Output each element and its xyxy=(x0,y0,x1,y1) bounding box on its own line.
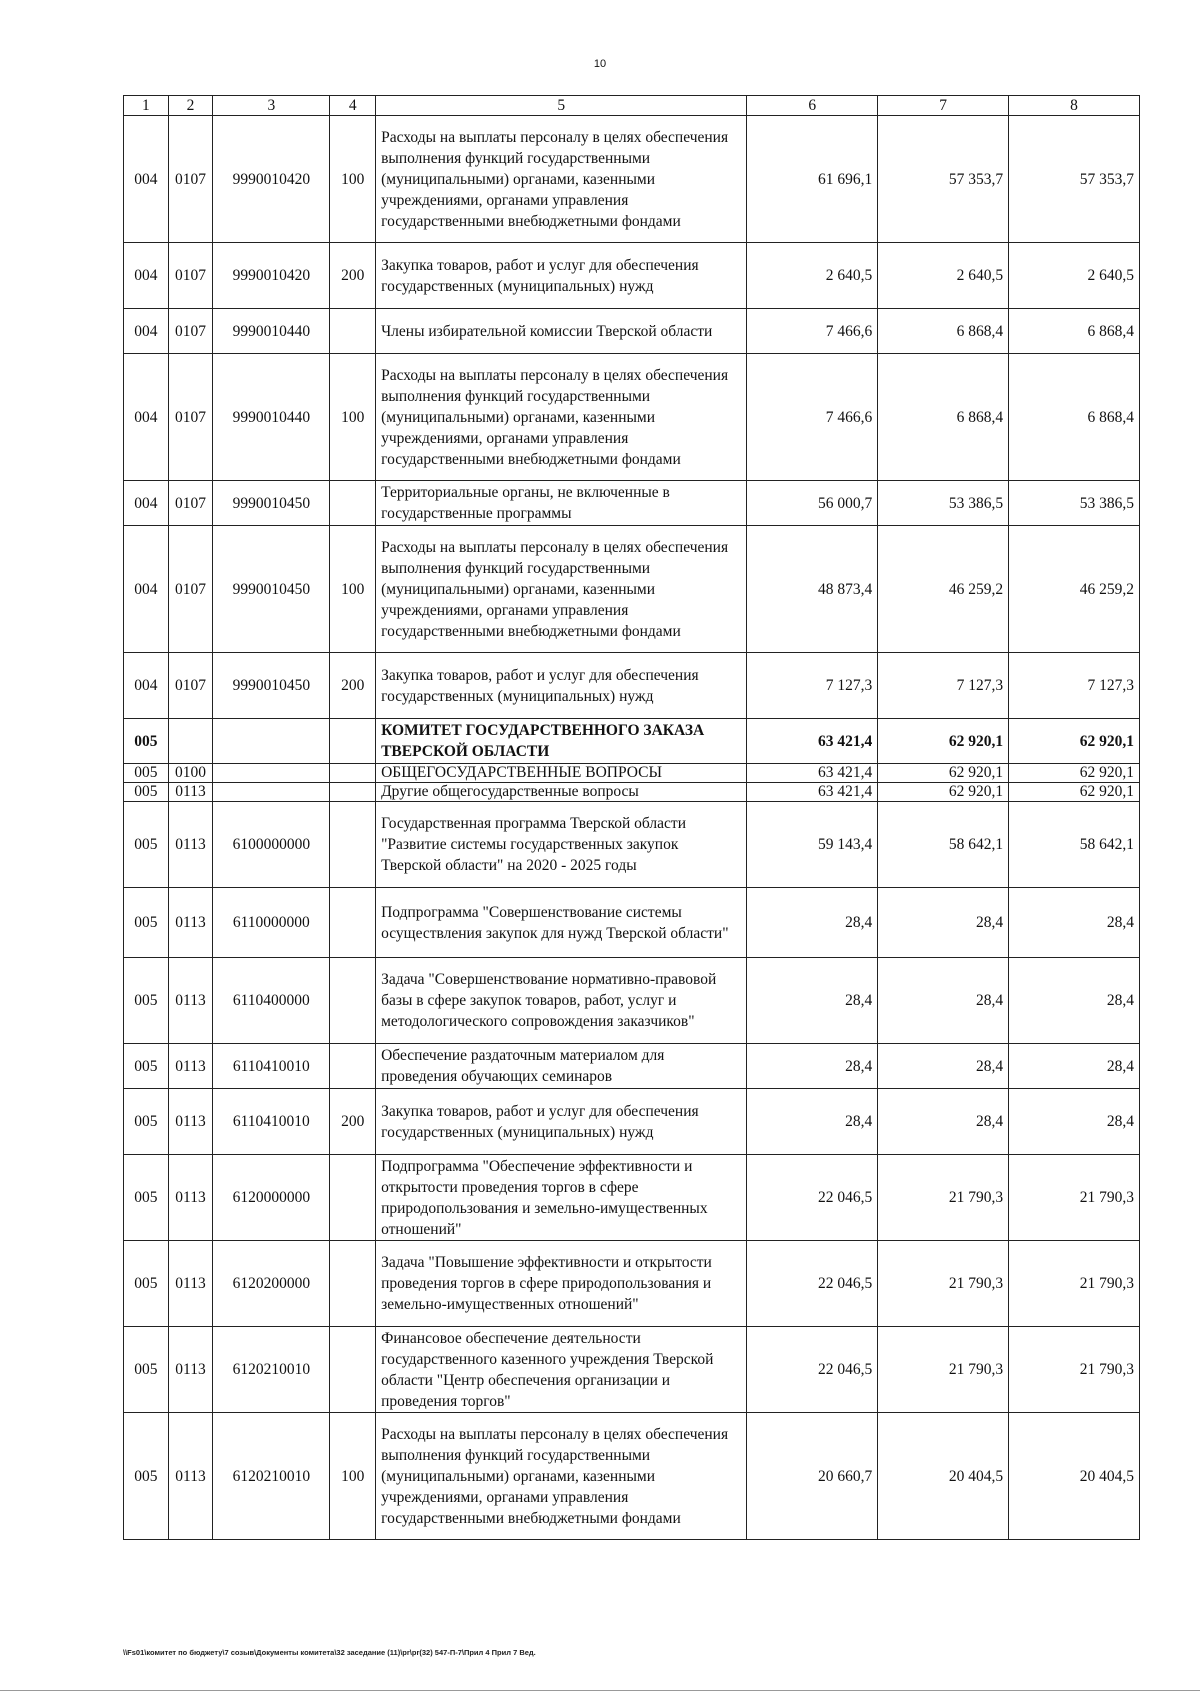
table-row xyxy=(124,1241,1140,1327)
cell-value-8: 53 386,5 xyxy=(1009,481,1140,526)
cell-target: 6120200000 xyxy=(213,1241,330,1327)
cell-value-7: 28,4 xyxy=(878,1089,1009,1155)
cell-description: Задача "Совершенствование нормативно-правовой базы в сфере закупок товаров, работ, услуг и методологического сопровождения заказчиков" xyxy=(376,958,747,1044)
budget-table xyxy=(123,95,1140,1540)
cell-value-7: 6 868,4 xyxy=(878,354,1009,481)
cell-value-8: 6 868,4 xyxy=(1009,354,1140,481)
cell-section: 0107 xyxy=(168,243,213,309)
footer-file-path: \\Fs01\комитет по бюджету\7 созыв\Документы комитета\32 заседание (11)\pr\pr(32) 547-П-7\Прил 4 Прил 7 Вед. xyxy=(123,1648,536,1657)
cell-value-8: 28,4 xyxy=(1009,958,1140,1044)
cell-section: 0113 xyxy=(168,958,213,1044)
col-header-6: 6 xyxy=(747,96,878,116)
cell-value-8: 62 920,1 xyxy=(1009,764,1140,783)
cell-expense-type: 200 xyxy=(330,653,376,719)
cell-section: 0113 xyxy=(168,888,213,958)
cell-value-6: 7 127,3 xyxy=(747,653,878,719)
cell-value-7: 62 920,1 xyxy=(878,719,1009,764)
cell-target: 9990010440 xyxy=(213,309,330,354)
cell-description: Территориальные органы, не включенные в государственные программы xyxy=(376,481,747,526)
cell-value-6: 63 421,4 xyxy=(747,764,878,783)
cell-expense-type xyxy=(330,1044,376,1089)
col-header-8: 8 xyxy=(1009,96,1140,116)
cell-expense-type xyxy=(330,719,376,764)
cell-ministry: 004 xyxy=(124,653,169,719)
cell-ministry: 005 xyxy=(124,1413,169,1540)
table-row xyxy=(124,783,1140,802)
cell-expense-type xyxy=(330,1327,376,1413)
cell-value-7: 21 790,3 xyxy=(878,1327,1009,1413)
table-row xyxy=(124,958,1140,1044)
cell-expense-type xyxy=(330,802,376,888)
cell-target: 9990010450 xyxy=(213,653,330,719)
cell-section: 0107 xyxy=(168,653,213,719)
cell-value-8: 2 640,5 xyxy=(1009,243,1140,309)
cell-ministry: 005 xyxy=(124,783,169,802)
cell-expense-type xyxy=(330,958,376,1044)
cell-ministry: 004 xyxy=(124,243,169,309)
table-row xyxy=(124,1155,1140,1241)
cell-ministry: 005 xyxy=(124,1155,169,1241)
cell-ministry: 004 xyxy=(124,526,169,653)
cell-expense-type: 100 xyxy=(330,1413,376,1540)
cell-value-8: 21 790,3 xyxy=(1009,1241,1140,1327)
cell-section: 0107 xyxy=(168,481,213,526)
col-header-7: 7 xyxy=(878,96,1009,116)
cell-ministry: 005 xyxy=(124,958,169,1044)
cell-value-6: 2 640,5 xyxy=(747,243,878,309)
cell-ministry: 005 xyxy=(124,719,169,764)
cell-description: Члены избирательной комиссии Тверской области xyxy=(376,309,747,354)
cell-description: Расходы на выплаты персоналу в целях обеспечения выполнения функций государственными (муниципальными) органами, казенными учреждениями, органами управления государственными внебюджетными фондами xyxy=(376,1413,747,1540)
table-row xyxy=(124,888,1140,958)
cell-value-8: 7 127,3 xyxy=(1009,653,1140,719)
cell-value-7: 53 386,5 xyxy=(878,481,1009,526)
cell-value-8: 57 353,7 xyxy=(1009,116,1140,243)
table-row xyxy=(124,719,1140,764)
cell-target: 9990010420 xyxy=(213,116,330,243)
cell-value-6: 22 046,5 xyxy=(747,1327,878,1413)
cell-description: Государственная программа Тверской области "Развитие системы государственных закупок Тверской области" на 2020 - 2025 годы xyxy=(376,802,747,888)
cell-value-8: 21 790,3 xyxy=(1009,1155,1140,1241)
cell-section: 0113 xyxy=(168,1155,213,1241)
cell-description: Задача "Повышение эффективности и открытости проведения торгов в сфере природопользования и земельно-имущественных отношений" xyxy=(376,1241,747,1327)
cell-ministry: 005 xyxy=(124,1044,169,1089)
cell-value-6: 28,4 xyxy=(747,958,878,1044)
cell-value-6: 63 421,4 xyxy=(747,783,878,802)
cell-value-7: 28,4 xyxy=(878,958,1009,1044)
cell-description: ОБЩЕГОСУДАРСТВЕННЫЕ ВОПРОСЫ xyxy=(376,764,747,783)
cell-target: 6100000000 xyxy=(213,802,330,888)
cell-value-8: 28,4 xyxy=(1009,1044,1140,1089)
cell-value-8: 28,4 xyxy=(1009,1089,1140,1155)
cell-section: 0113 xyxy=(168,783,213,802)
cell-ministry: 004 xyxy=(124,354,169,481)
cell-expense-type: 200 xyxy=(330,1089,376,1155)
cell-value-7: 2 640,5 xyxy=(878,243,1009,309)
cell-value-7: 21 790,3 xyxy=(878,1241,1009,1327)
cell-expense-type: 100 xyxy=(330,354,376,481)
cell-target xyxy=(213,764,330,783)
cell-value-7: 46 259,2 xyxy=(878,526,1009,653)
cell-value-7: 28,4 xyxy=(878,1044,1009,1089)
cell-target: 6110400000 xyxy=(213,958,330,1044)
cell-section: 0100 xyxy=(168,764,213,783)
cell-section: 0107 xyxy=(168,354,213,481)
cell-section: 0113 xyxy=(168,1044,213,1089)
cell-section: 0113 xyxy=(168,1241,213,1327)
table-row xyxy=(124,764,1140,783)
cell-value-6: 28,4 xyxy=(747,888,878,958)
table-row xyxy=(124,309,1140,354)
cell-target: 6110410010 xyxy=(213,1044,330,1089)
cell-ministry: 005 xyxy=(124,888,169,958)
cell-value-8: 58 642,1 xyxy=(1009,802,1140,888)
table-row xyxy=(124,481,1140,526)
cell-target: 6110000000 xyxy=(213,888,330,958)
cell-section: 0113 xyxy=(168,1327,213,1413)
cell-value-6: 48 873,4 xyxy=(747,526,878,653)
cell-value-6: 20 660,7 xyxy=(747,1413,878,1540)
cell-expense-type xyxy=(330,309,376,354)
col-header-4: 4 xyxy=(330,96,376,116)
cell-value-7: 58 642,1 xyxy=(878,802,1009,888)
col-header-5: 5 xyxy=(376,96,747,116)
col-header-1: 1 xyxy=(124,96,169,116)
cell-value-6: 59 143,4 xyxy=(747,802,878,888)
cell-section: 0107 xyxy=(168,116,213,243)
cell-value-6: 56 000,7 xyxy=(747,481,878,526)
cell-ministry: 004 xyxy=(124,309,169,354)
cell-ministry: 004 xyxy=(124,116,169,243)
cell-description: Расходы на выплаты персоналу в целях обеспечения выполнения функций государственными (муниципальными) органами, казенными учреждениями, органами управления государственными внебюджетными фондами xyxy=(376,116,747,243)
cell-target: 6120210010 xyxy=(213,1327,330,1413)
cell-target: 6120000000 xyxy=(213,1155,330,1241)
cell-expense-type xyxy=(330,764,376,783)
cell-expense-type: 100 xyxy=(330,116,376,243)
cell-value-8: 6 868,4 xyxy=(1009,309,1140,354)
table-row xyxy=(124,1089,1140,1155)
cell-target: 6110410010 xyxy=(213,1089,330,1155)
cell-value-6: 28,4 xyxy=(747,1089,878,1155)
cell-value-7: 62 920,1 xyxy=(878,764,1009,783)
cell-ministry: 005 xyxy=(124,1089,169,1155)
cell-expense-type xyxy=(330,888,376,958)
cell-value-7: 28,4 xyxy=(878,888,1009,958)
cell-expense-type xyxy=(330,1155,376,1241)
cell-description: Финансовое обеспечение деятельности государственного казенного учреждения Тверской области "Центр обеспечения организации и проведения торгов" xyxy=(376,1327,747,1413)
cell-ministry: 005 xyxy=(124,764,169,783)
cell-description: Закупка товаров, работ и услуг для обеспечения государственных (муниципальных) нужд xyxy=(376,1089,747,1155)
cell-value-8: 20 404,5 xyxy=(1009,1413,1140,1540)
cell-expense-type xyxy=(330,783,376,802)
cell-value-8: 28,4 xyxy=(1009,888,1140,958)
cell-value-7: 7 127,3 xyxy=(878,653,1009,719)
table-row xyxy=(124,653,1140,719)
cell-expense-type xyxy=(330,481,376,526)
cell-target xyxy=(213,783,330,802)
table-row xyxy=(124,526,1140,653)
col-header-3: 3 xyxy=(213,96,330,116)
table-row xyxy=(124,1327,1140,1413)
cell-section xyxy=(168,719,213,764)
cell-target: 6120210010 xyxy=(213,1413,330,1540)
header-row xyxy=(124,96,1140,116)
cell-value-6: 7 466,6 xyxy=(747,354,878,481)
cell-target: 9990010420 xyxy=(213,243,330,309)
table-row xyxy=(124,1413,1140,1540)
cell-expense-type: 100 xyxy=(330,526,376,653)
cell-description: КОМИТЕТ ГОСУДАРСТВЕННОГО ЗАКАЗА ТВЕРСКОЙ ОБЛАСТИ xyxy=(376,719,747,764)
cell-value-8: 21 790,3 xyxy=(1009,1327,1140,1413)
cell-expense-type xyxy=(330,1241,376,1327)
cell-description: Расходы на выплаты персоналу в целях обеспечения выполнения функций государственными (муниципальными) органами, казенными учреждениями, органами управления государственными внебюджетными фондами xyxy=(376,526,747,653)
cell-description: Закупка товаров, работ и услуг для обеспечения государственных (муниципальных) нужд xyxy=(376,243,747,309)
cell-section: 0113 xyxy=(168,802,213,888)
col-header-2: 2 xyxy=(168,96,213,116)
cell-value-6: 7 466,6 xyxy=(747,309,878,354)
table-row xyxy=(124,354,1140,481)
cell-expense-type: 200 xyxy=(330,243,376,309)
table-row xyxy=(124,116,1140,243)
table-row xyxy=(124,802,1140,888)
table-row xyxy=(124,1044,1140,1089)
cell-value-6: 61 696,1 xyxy=(747,116,878,243)
table-row xyxy=(124,243,1140,309)
cell-description: Подпрограмма "Совершенствование системы осуществления закупок для нужд Тверской области" xyxy=(376,888,747,958)
cell-value-6: 22 046,5 xyxy=(747,1155,878,1241)
cell-section: 0113 xyxy=(168,1089,213,1155)
cell-target: 9990010440 xyxy=(213,354,330,481)
bottom-rule xyxy=(0,1690,1200,1691)
cell-section: 0107 xyxy=(168,526,213,653)
cell-section: 0107 xyxy=(168,309,213,354)
cell-target xyxy=(213,719,330,764)
page-number: 10 xyxy=(593,58,607,70)
cell-description: Другие общегосударственные вопросы xyxy=(376,783,747,802)
cell-value-7: 20 404,5 xyxy=(878,1413,1009,1540)
cell-target: 9990010450 xyxy=(213,481,330,526)
cell-value-6: 63 421,4 xyxy=(747,719,878,764)
cell-description: Расходы на выплаты персоналу в целях обеспечения выполнения функций государственными (муниципальными) органами, казенными учреждениями, органами управления государственными внебюджетными фондами xyxy=(376,354,747,481)
cell-value-8: 62 920,1 xyxy=(1009,719,1140,764)
cell-description: Закупка товаров, работ и услуг для обеспечения государственных (муниципальных) нужд xyxy=(376,653,747,719)
cell-description: Подпрограмма "Обеспечение эффективности и открытости проведения торгов в сфере природопользования и земельно-имущественных отношений" xyxy=(376,1155,747,1241)
cell-value-7: 6 868,4 xyxy=(878,309,1009,354)
cell-value-6: 28,4 xyxy=(747,1044,878,1089)
cell-target: 9990010450 xyxy=(213,526,330,653)
cell-value-7: 62 920,1 xyxy=(878,783,1009,802)
cell-ministry: 004 xyxy=(124,481,169,526)
cell-ministry: 005 xyxy=(124,802,169,888)
cell-ministry: 005 xyxy=(124,1241,169,1327)
cell-value-6: 22 046,5 xyxy=(747,1241,878,1327)
cell-value-7: 57 353,7 xyxy=(878,116,1009,243)
cell-description: Обеспечение раздаточным материалом для проведения обучающих семинаров xyxy=(376,1044,747,1089)
cell-value-7: 21 790,3 xyxy=(878,1155,1009,1241)
cell-value-8: 46 259,2 xyxy=(1009,526,1140,653)
cell-section: 0113 xyxy=(168,1413,213,1540)
cell-value-8: 62 920,1 xyxy=(1009,783,1140,802)
cell-ministry: 005 xyxy=(124,1327,169,1413)
